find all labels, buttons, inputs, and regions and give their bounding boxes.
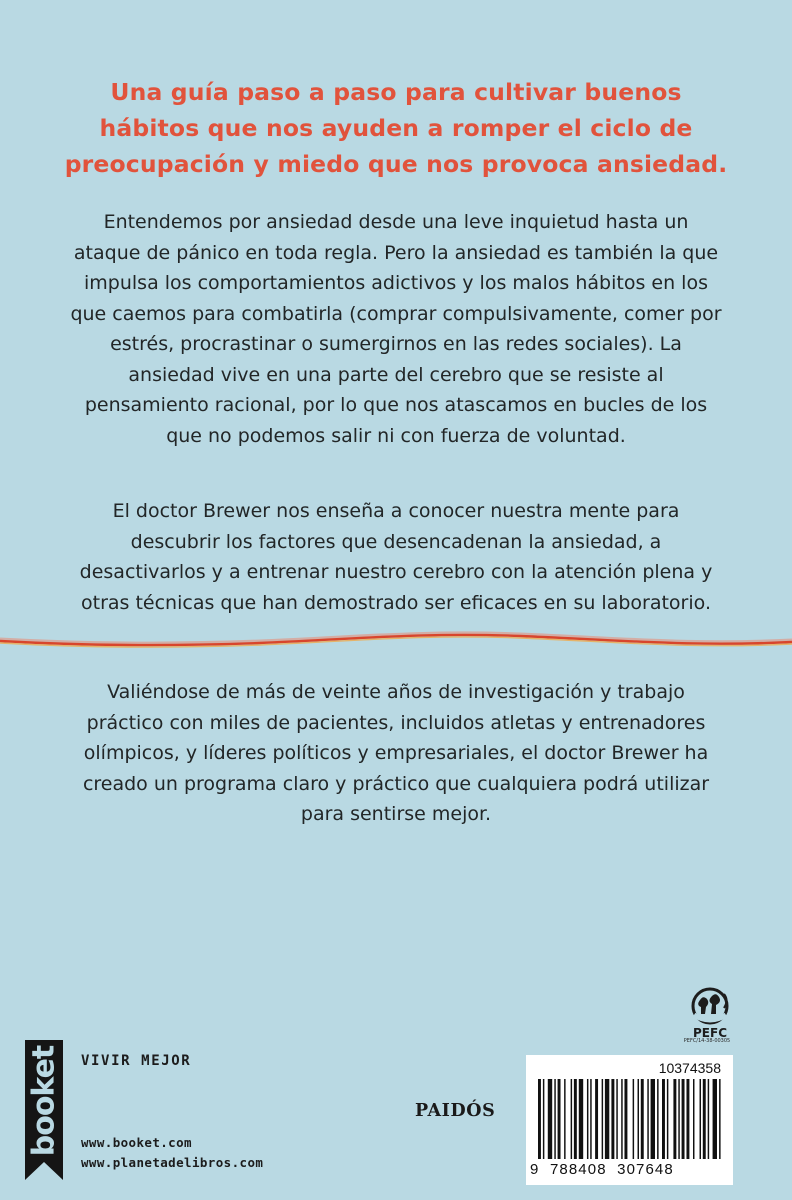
barcode-bar xyxy=(638,1079,639,1159)
series-label: VIVIR MEJOR xyxy=(81,1053,192,1069)
barcode-bar xyxy=(686,1079,689,1159)
barcode-bar xyxy=(564,1079,565,1159)
synopsis-paragraph-3: Valiéndose de más de veinte años de investigación y trabajo práctico con miles de pacientes, incluidos atletas y entrenadores olímpicos, y líderes políticos y empresariales, el doctor Brewer ha creado un programa claro y práctico que cualquiera podrá utilizar para sentirse mejor. xyxy=(82,681,710,825)
barcode-bar xyxy=(657,1079,658,1159)
barcode-bar xyxy=(611,1079,614,1159)
reference-number: 10374358 xyxy=(658,1060,721,1076)
barcode-bar xyxy=(595,1079,598,1159)
barcode-bar xyxy=(602,1079,603,1159)
publisher-logo: PAIDÓS xyxy=(415,1101,496,1121)
barcode-bar xyxy=(708,1079,709,1159)
planetadelibros-url[interactable]: www.planetadelibros.com xyxy=(81,1155,264,1170)
barcode-bar xyxy=(587,1079,588,1159)
barcode-bar xyxy=(558,1079,561,1159)
barcode-bar xyxy=(641,1079,644,1159)
barcode-bar xyxy=(605,1079,609,1159)
barcode-bar xyxy=(700,1079,701,1159)
synopsis-paragraph-1: Entendemos por ansiedad desde una leve inquietud hasta un ataque de pánico en toda regla. Pero la ansiedad es también la que impulsa los comportamientos adictivos y los malos hábitos en los que caemos para combatirla (comprar compulsivamente, comer por estrés, procrastinar o sumergirnos en las redes sociales). La ansiedad vive en una parte del cerebro que se resiste al pensamiento racional, por lo que nos atascamos en bucles de los que no podemos salir ni con fuerza de voluntad. xyxy=(70,211,722,447)
barcode-bar xyxy=(713,1079,717,1159)
pefc-tree-logo-icon xyxy=(685,986,735,1026)
red-thread-divider xyxy=(0,622,792,658)
barcode-bar xyxy=(662,1079,665,1159)
synopsis-paragraph-2: El doctor Brewer nos enseña a conocer nuestra mente para descubrir los factores que desencadenan la ansiedad, a desactivarlos y a entrenar nuestro cerebro con la atención plena y otras técnicas que han demostrado ser eficaces en su laboratorio. xyxy=(79,500,713,614)
booket-imprint-wordmark: booket xyxy=(26,1045,62,1157)
pefc-label: PEFC xyxy=(693,1026,727,1040)
barcode-panel xyxy=(526,1055,733,1185)
pefc-certification xyxy=(684,986,736,1046)
barcode-bar xyxy=(693,1079,694,1159)
barcode-bar xyxy=(624,1079,627,1159)
barcode-bar xyxy=(579,1079,583,1159)
barcode-bar xyxy=(554,1079,555,1159)
barcode-bar xyxy=(678,1079,679,1159)
barcode-bar xyxy=(682,1079,685,1159)
barcode-bar xyxy=(703,1079,706,1159)
ean-number: 9 788408 307648 xyxy=(530,1161,674,1178)
barcode-bar xyxy=(719,1079,720,1159)
barcode-bar xyxy=(538,1079,541,1159)
barcode-bar xyxy=(543,1079,544,1159)
pefc-code: PEFC/14-38-00305 xyxy=(683,1038,731,1044)
barcode-bar xyxy=(673,1079,676,1159)
barcode-bar xyxy=(621,1079,622,1159)
barcode-bar xyxy=(571,1079,572,1159)
barcode-bar xyxy=(548,1079,552,1159)
barcode-bar xyxy=(667,1079,668,1159)
barcode-bar xyxy=(651,1079,655,1159)
booket-url[interactable]: www.booket.com xyxy=(81,1135,192,1150)
barcode-bar xyxy=(647,1079,648,1159)
barcode-bar xyxy=(633,1079,634,1159)
ean-barcode xyxy=(538,1079,724,1159)
tagline: Una guía paso a paso para cultivar buenos hábitos que nos ayuden a romper el ciclo de preocupación y miedo que nos provoca ansiedad. xyxy=(64,78,728,178)
barcode-bar xyxy=(616,1079,617,1159)
barcode-bar xyxy=(574,1079,577,1159)
barcode-bar xyxy=(590,1079,591,1159)
